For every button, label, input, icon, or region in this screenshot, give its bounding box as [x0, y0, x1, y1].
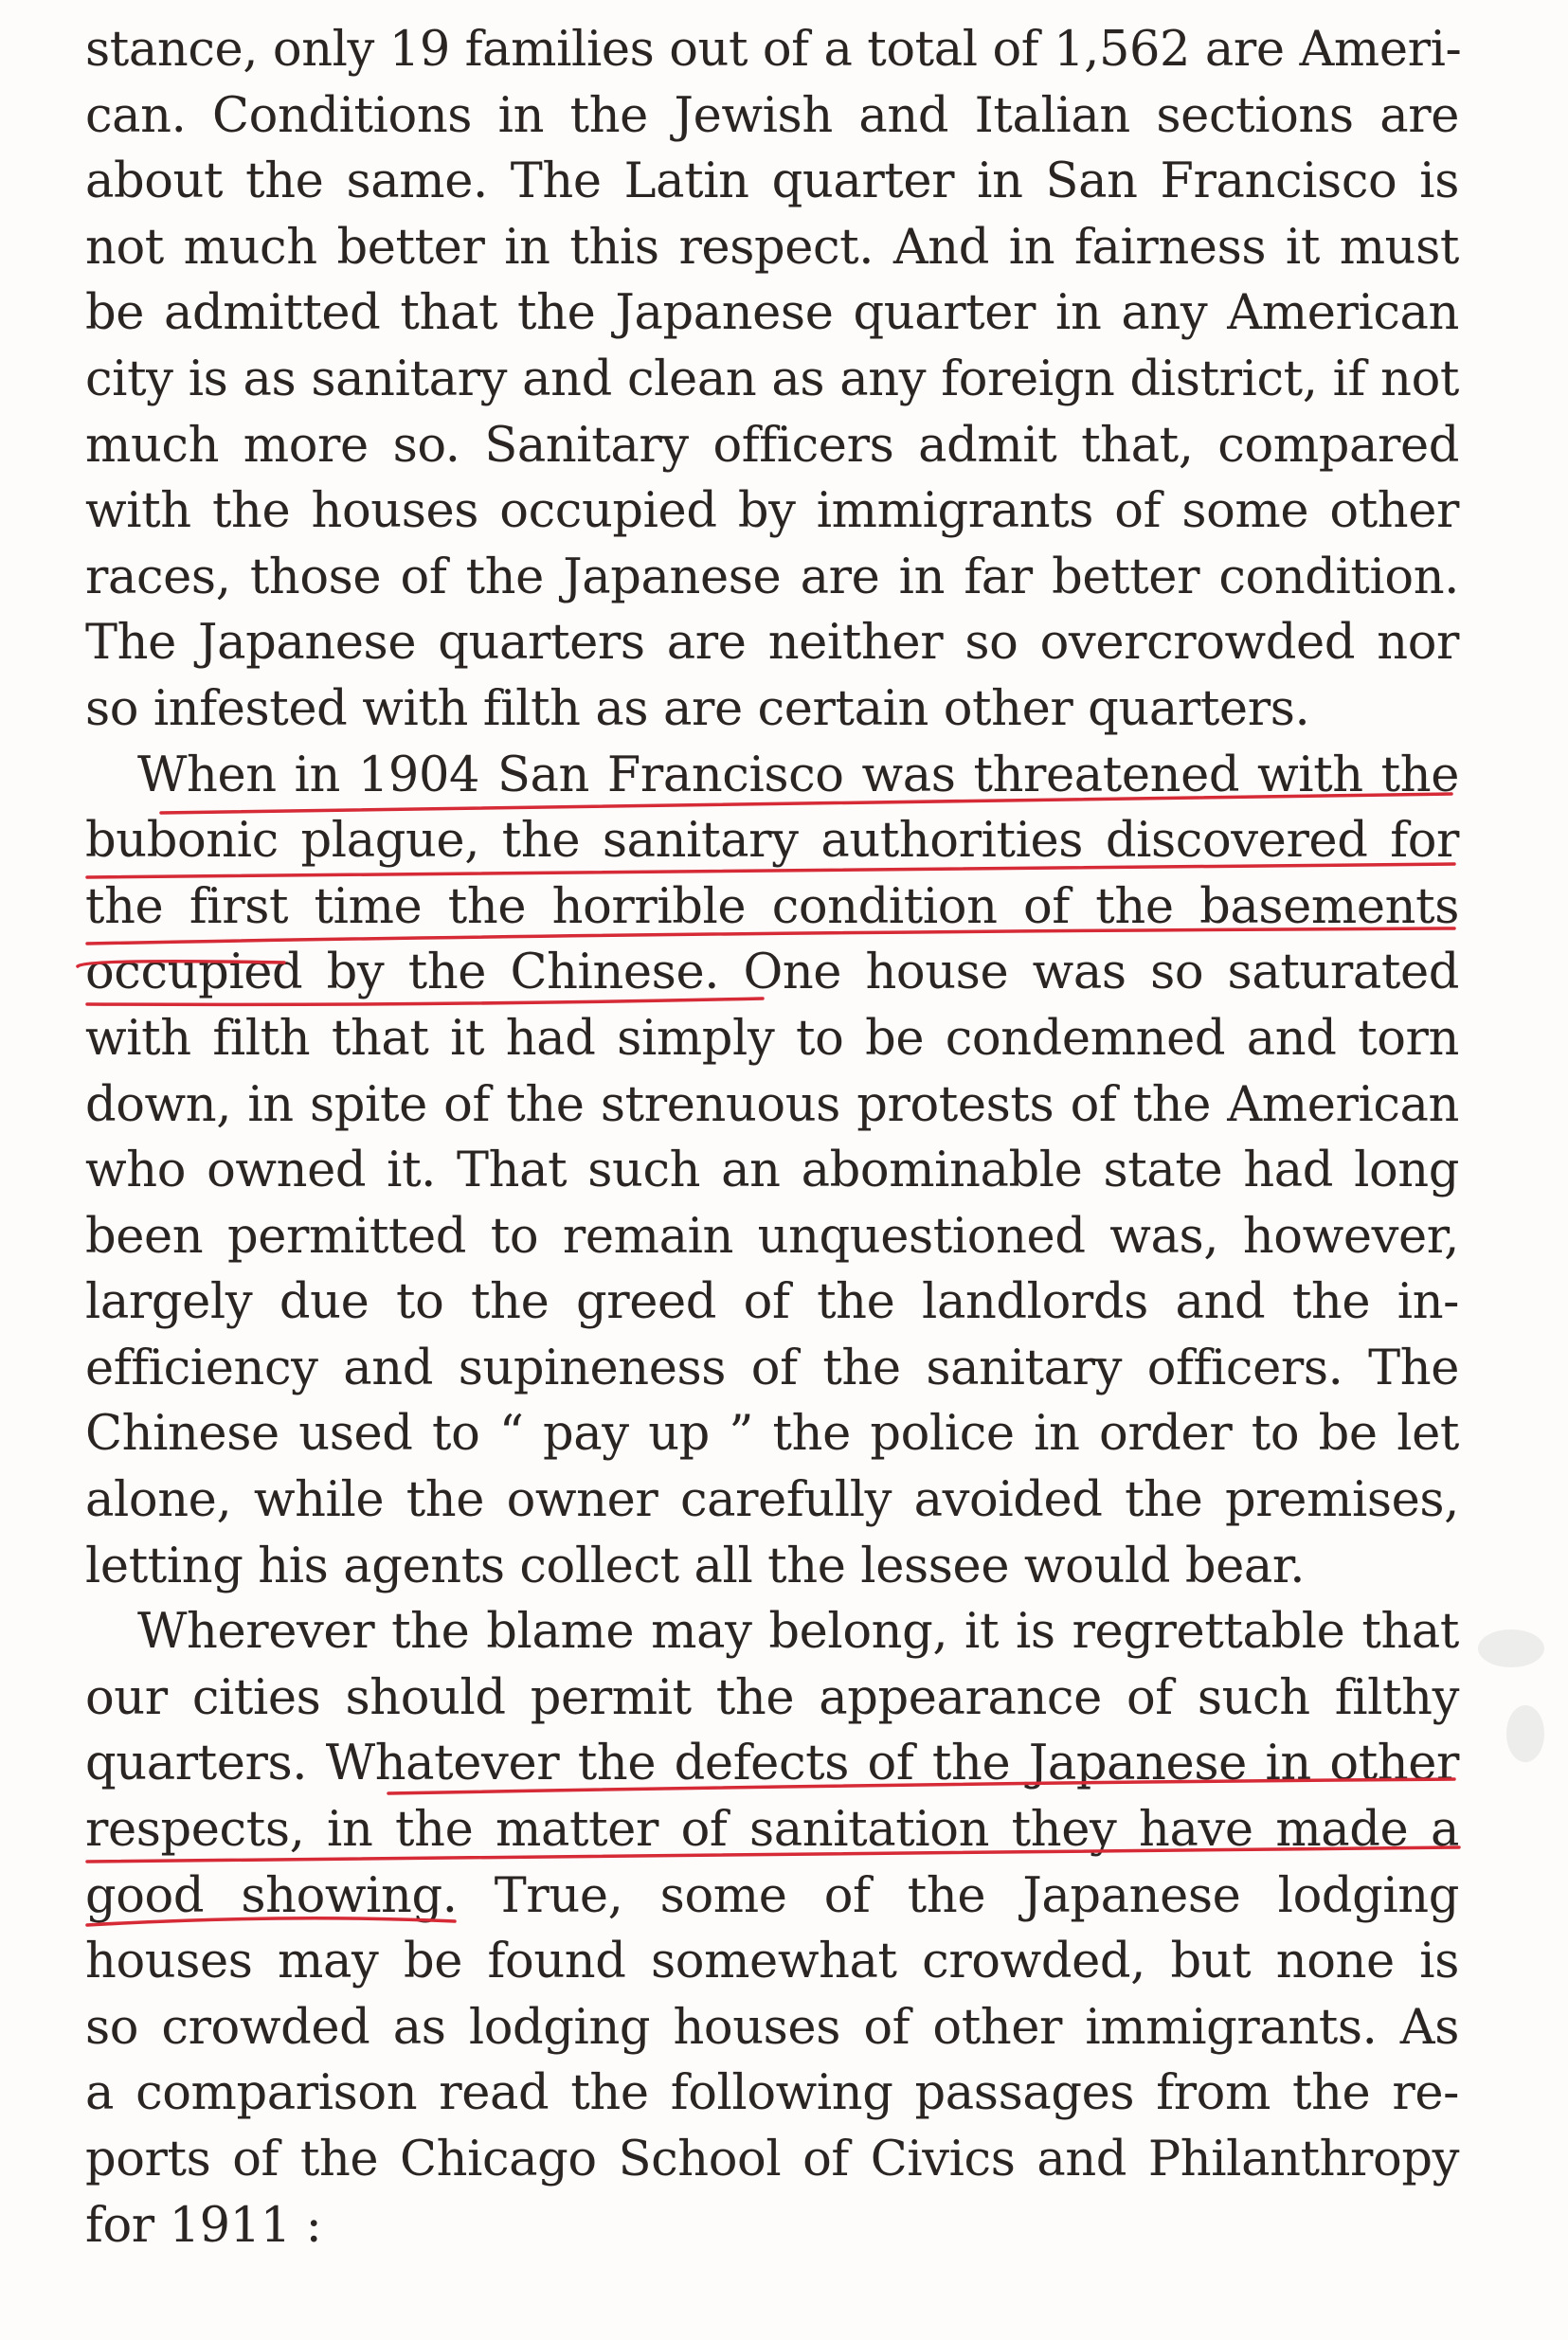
text-line-1: stance, only 19 families out of a total of 1,562 are Ameri-: [85, 22, 1462, 78]
text-line-29: good showing. True, some of the Japanese lodging: [85, 1867, 1459, 1924]
text-line-30: houses may be found somewhat crowded, but none is: [85, 1934, 1459, 1990]
text-line-27: quarters. Whatever the defects of the Japanese in other: [85, 1736, 1459, 1792]
text-line-7: much more so. Sanitary officers admit that, compared: [85, 417, 1459, 474]
text-line-8: with the houses occupied by immigrants of some other: [85, 483, 1459, 540]
text-line-5: be admitted that the Japanese quarter in any American: [85, 285, 1459, 342]
text-line-31: so crowded as lodging houses of other immigrants. As: [85, 1999, 1459, 2056]
text-line-18: who owned it. That such an abominable state had long: [85, 1143, 1459, 1199]
text-line-28: respects, in the matter of sanitation they have made a: [85, 1802, 1459, 1859]
text-line-21: efficiency and supineness of the sanitary officers. The: [85, 1340, 1459, 1396]
scan-smudge: [1506, 1705, 1544, 1762]
text-line-25: Wherever the blame may belong, it is regrettable that: [137, 1604, 1459, 1661]
text-line-2: can. Conditions in the Jewish and Italian sections are: [85, 87, 1459, 144]
text-line-26: our cities should permit the appearance of such filthy: [85, 1669, 1459, 1726]
text-line-20: largely due to the greed of the landlords and the in-: [85, 1274, 1459, 1331]
text-line-4: not much better in this respect. And in fairness it must: [85, 219, 1459, 276]
text-line-16: with filth that it had simply to be condemned and torn: [85, 1010, 1459, 1067]
text-line-6: city is as sanitary and clean as any foreign district, if not: [85, 351, 1459, 407]
text-line-11: so infested with filth as are certain other quarters.: [85, 680, 1310, 737]
text-line-23: alone, while the owner carefully avoided the premises,: [85, 1472, 1459, 1529]
text-line-22: Chinese used to “ pay up ” the police in order to be let: [85, 1406, 1459, 1463]
text-line-19: been permitted to remain unquestioned was, however,: [85, 1208, 1459, 1265]
text-line-9: races, those of the Japanese are in far better condition.: [85, 549, 1459, 605]
text-line-3: about the same. The Latin quarter in San Francisco is: [85, 153, 1459, 210]
text-line-12: When in 1904 San Francisco was threatened with the: [137, 747, 1459, 803]
text-line-15: occupied by the Chinese. One house was so saturated: [85, 945, 1459, 1001]
text-line-10: The Japanese quarters are neither so overcrowded nor: [85, 615, 1459, 672]
text-line-32: a comparison read the following passages from the re-: [85, 2065, 1459, 2122]
scan-smudge: [1478, 1629, 1544, 1667]
text-line-17: down, in spite of the strenuous protests of the American: [85, 1076, 1459, 1133]
text-line-13: bubonic plague, the sanitary authorities discovered for: [85, 813, 1459, 870]
text-line-24: letting his agents collect all the lessee would bear.: [85, 1538, 1306, 1594]
page-text: [85, 17, 1462, 2259]
text-line-33: ports of the Chicago School of Civics and Philanthropy: [85, 2132, 1459, 2187]
text-line-34: for 1911 :: [85, 2197, 322, 2254]
text-line-14: the first time the horrible condition of the basements: [85, 878, 1459, 935]
